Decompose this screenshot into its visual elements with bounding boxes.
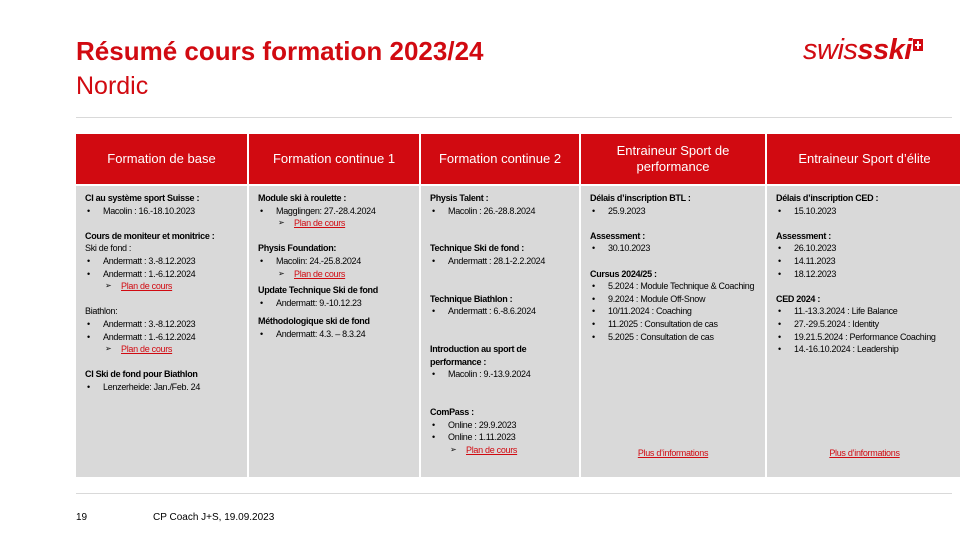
list-item: • 5.2024 : Module Technique & Coaching — [590, 280, 759, 293]
plan-de-cours-link[interactable]: Plan de cours — [294, 268, 346, 279]
list-item: • 14.11.2023 — [776, 255, 956, 268]
list-item: • 27.-29.5.2024 : Identity — [776, 318, 956, 331]
plan-de-cours-link[interactable]: Plan de cours — [121, 281, 173, 292]
section-heading: Update Technique Ski de fond — [258, 285, 378, 296]
course-table — [76, 134, 954, 477]
list-item: • Macolin : 9.-13.9.2024 — [430, 368, 573, 381]
list-item: • Magglingen: 27.-28.4.2024 — [258, 205, 413, 218]
header-formation-continue-1: Formation continue 1 — [249, 134, 419, 184]
swiss-ski-logo: swissski — [803, 34, 923, 67]
section-heading: CI Ski de fond pour Biathlon — [85, 369, 198, 380]
header-formation-continue-2: Formation continue 2 — [421, 134, 579, 184]
section-heading: Méthodologique ski de fond — [258, 316, 370, 327]
section-heading: Physis Talent : — [430, 193, 489, 203]
cell-entraineur-elite — [767, 186, 960, 477]
footer-text: CP Coach J+S, 19.09.2023 — [153, 512, 275, 523]
plus-informations-link[interactable]: Plus d’informations — [829, 448, 900, 458]
list-item: • 10/11.2024 : Coaching — [590, 305, 759, 318]
section-heading: Physis Foundation: — [258, 243, 337, 254]
section-heading: Cours de moniteur et monitrice : — [85, 230, 215, 241]
section-heading: Cursus 2024/25 : — [590, 268, 657, 279]
section-heading: Technique Biathlon : — [430, 293, 513, 304]
list-item: • Andermatt : 3.-8.12.2023 — [85, 255, 241, 268]
page-title: Résumé cours formation 2023/24 — [76, 36, 484, 66]
page-subtitle: Nordic — [76, 72, 149, 100]
header-entraineur-elite: Entraineur Sport d’élite — [767, 134, 960, 184]
list-item: • 5.2025 : Consultation de cas — [590, 331, 759, 344]
section-heading: CED 2024 : — [776, 293, 821, 304]
page-number: 19 — [76, 512, 88, 523]
top-divider — [76, 117, 952, 118]
section-heading: Introduction au sport de performance : — [430, 344, 527, 367]
list-item: • 25.9.2023 — [590, 205, 759, 218]
list-item: • Andermatt : 28.1-2.2.2024 — [430, 255, 573, 268]
swiss-cross-icon — [913, 39, 923, 51]
section-heading: CI au système sport Suisse : — [85, 193, 200, 203]
plan-de-cours-link[interactable]: Plan de cours — [121, 344, 173, 355]
list-item: • Andermatt : 1.-6.12.2024 — [85, 268, 241, 281]
section-heading: Module ski à roulette : — [258, 193, 347, 203]
list-item: • 26.10.2023 — [776, 242, 956, 255]
header-entraineur-performance: Entraineur Sport de performance — [581, 134, 765, 184]
section-heading: Assessment : — [776, 230, 831, 241]
header-formation-de-base: Formation de base — [76, 134, 247, 184]
list-item: • Macolin : 26.-28.8.2024 — [430, 205, 573, 218]
section-heading: Délais d’inscription BTL : — [590, 193, 691, 203]
section-heading: Délais d’inscription CED : — [776, 193, 879, 203]
list-item: • 19.21.5.2024 : Performance Coaching — [776, 331, 956, 344]
list-item: • Andermatt : 1.-6.12.2024 — [85, 331, 241, 344]
bottom-divider — [76, 493, 952, 494]
subsection-label: Biathlon: — [85, 306, 118, 317]
list-item: • Online : 29.9.2023 — [430, 419, 573, 432]
cell-formation-de-base — [76, 186, 247, 477]
list-item: • Lenzerheide: Jan./Feb. 24 — [85, 381, 241, 394]
list-item: • 30.10.2023 — [590, 242, 759, 255]
cell-formation-continue-1 — [249, 186, 419, 477]
subsection-label: Ski de fond : — [85, 243, 132, 254]
cell-entraineur-performance — [581, 186, 765, 477]
plan-de-cours-link[interactable]: Plan de cours — [294, 218, 346, 229]
section-heading: Assessment : — [590, 230, 645, 241]
list-item: • Macolin : 16.-18.10.2023 — [85, 205, 241, 218]
section-heading: Technique Ski de fond : — [430, 243, 524, 254]
section-heading: ComPass : — [430, 407, 474, 418]
list-item: • Andermatt : 3.-8.12.2023 — [85, 318, 241, 331]
plan-de-cours-link[interactable]: Plan de cours — [466, 444, 518, 455]
list-item: • Macolin: 24.-25.8.2024 — [258, 255, 413, 268]
list-item: • 11.2025 : Consultation de cas — [590, 318, 759, 331]
list-item: • 14.-16.10.2024 : Leadership — [776, 343, 956, 356]
list-item: • Andermatt : 6.-8.6.2024 — [430, 305, 573, 318]
list-item: • 11.-13.3.2024 : Life Balance — [776, 305, 956, 318]
plus-informations-link[interactable]: Plus d’informations — [637, 448, 709, 458]
list-item: • 15.10.2023 — [776, 205, 956, 218]
list-item: • 9.2024 : Module Off-Snow — [590, 293, 759, 306]
list-item: • Andermatt: 9.-10.12.23 — [258, 297, 413, 310]
list-item: • 18.12.2023 — [776, 268, 956, 281]
cell-formation-continue-2 — [421, 186, 579, 477]
list-item: • Online : 1.11.2023 — [430, 431, 573, 444]
list-item: • Andermatt: 4.3. – 8.3.24 — [258, 328, 413, 341]
